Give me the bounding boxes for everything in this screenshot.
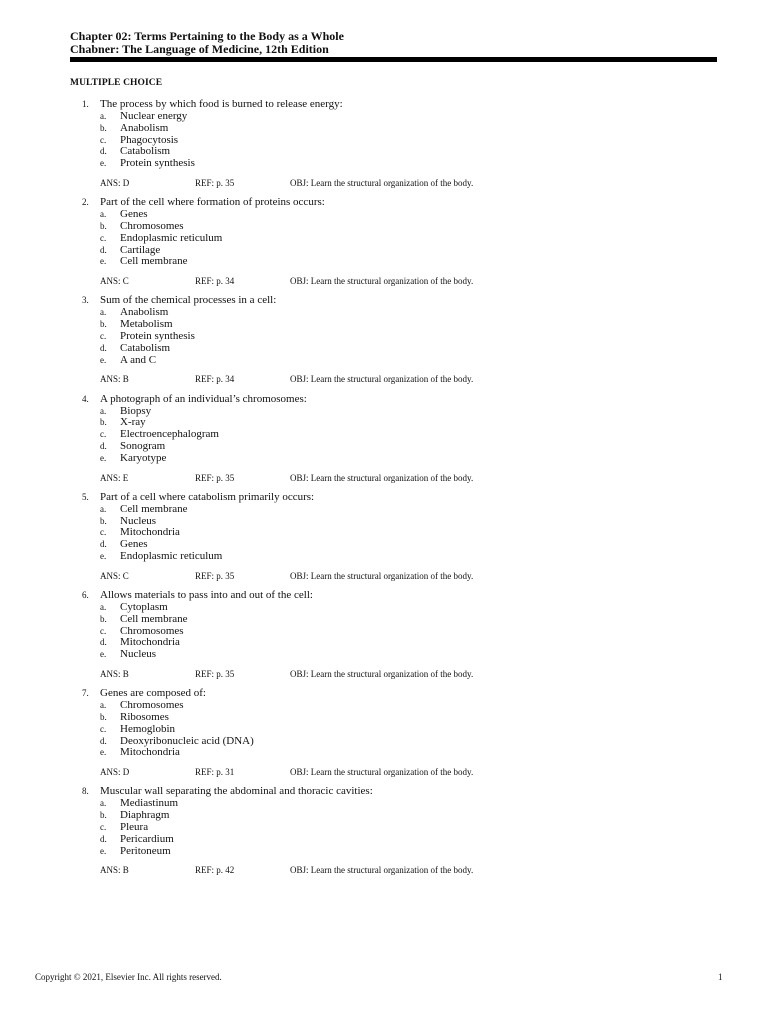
answer-key: ANS: D — [100, 178, 130, 188]
question-number: 6. — [82, 589, 89, 600]
option-letter: b. — [100, 810, 107, 821]
question-item — [0, 687, 768, 785]
option-letter: a. — [100, 503, 107, 514]
option-letter: b. — [100, 417, 107, 428]
copyright-notice: Copyright © 2021, Elsevier Inc. All rights reserved. — [35, 972, 222, 982]
question-item — [0, 98, 768, 196]
option-letter: b. — [100, 711, 107, 722]
question-item — [0, 393, 768, 491]
option-text: Electroencephalogram — [120, 428, 219, 441]
option-letter: e. — [100, 747, 107, 758]
page-reference: REF: p. 35 — [195, 178, 235, 188]
option-text: Cartilage — [120, 243, 161, 256]
option-letter: e. — [100, 256, 107, 267]
option-text: Pericardium — [120, 832, 174, 845]
option-text: Peritoneum — [120, 844, 171, 857]
option-text: Cell membrane — [120, 612, 188, 625]
option-text: Anabolism — [120, 121, 169, 134]
question-item — [0, 589, 768, 687]
answer-key: ANS: E — [100, 472, 129, 483]
question-text: Allows materials to pass into and out of the cell: — [100, 588, 313, 601]
question-item — [0, 785, 768, 883]
page-reference: REF: p. 42 — [195, 865, 235, 876]
learning-objective: OBJ: Learn the structural organization of the body. — [290, 767, 474, 778]
question-number: 7. — [82, 688, 89, 699]
option-text: Hemoglobin — [120, 722, 175, 735]
option-text: Mitochondria — [120, 636, 180, 649]
section-title: MULTIPLE CHOICE — [70, 78, 163, 88]
question-number: 8. — [82, 786, 89, 797]
option-text: Phagocytosis — [120, 133, 179, 146]
answer-key: ANS: C — [100, 570, 129, 581]
question-number: 5. — [82, 491, 89, 502]
option-letter: b. — [100, 515, 107, 526]
question-text: Sum of the chemical processes in a cell: — [100, 294, 277, 307]
option-letter: b. — [100, 613, 107, 624]
option-text: Endoplasmic reticulum — [120, 231, 223, 244]
option-text: Cell membrane — [120, 255, 188, 268]
option-text: Genes — [120, 538, 148, 551]
option-text: Ribosomes — [120, 710, 169, 723]
learning-objective: OBJ: Learn the structural organization of the body. — [290, 374, 474, 385]
question-item — [0, 294, 768, 392]
page-reference: REF: p. 34 — [195, 276, 235, 287]
book-title: Chabner: The Language of Medicine, 12th Edition — [70, 41, 329, 56]
option-text: Chromosomes — [120, 699, 184, 712]
option-letter: e. — [100, 354, 107, 365]
option-letter: c. — [100, 232, 107, 243]
option-letter: d. — [100, 637, 107, 648]
option-letter: a. — [100, 111, 107, 121]
question-number: 4. — [82, 393, 89, 404]
answer-key: ANS: B — [100, 374, 129, 385]
option-text: Chromosomes — [120, 624, 184, 637]
answer-key: ANS: D — [100, 767, 130, 778]
option-letter: a. — [100, 700, 107, 711]
option-letter: a. — [100, 798, 107, 809]
option-text: Diaphragm — [120, 809, 170, 822]
option-letter: a. — [100, 209, 107, 220]
option-text: Chromosomes — [120, 219, 184, 232]
learning-objective: OBJ: Learn the structural organization of the body. — [290, 668, 474, 679]
page-reference: REF: p. 35 — [195, 472, 235, 483]
option-letter: d. — [100, 244, 107, 255]
option-letter: d. — [100, 833, 107, 844]
answer-key: ANS: B — [100, 668, 129, 679]
option-letter: a. — [100, 307, 107, 318]
question-number: 3. — [82, 295, 89, 306]
option-text: Karyotype — [120, 451, 167, 464]
option-letter: c. — [100, 429, 107, 440]
option-text: Genes — [120, 208, 148, 221]
option-text: Sonogram — [120, 439, 166, 452]
page-reference: REF: p. 34 — [195, 374, 235, 385]
option-text: Nuclear energy — [120, 110, 188, 122]
option-letter: b. — [100, 122, 107, 133]
question-text: The process by which food is burned to release energy: — [100, 98, 343, 110]
option-text: Biopsy — [120, 404, 152, 417]
option-text: Protein synthesis — [120, 329, 195, 342]
option-text: Cell membrane — [120, 502, 188, 515]
learning-objective: OBJ: Learn the structural organization of the body. — [290, 472, 474, 483]
document-header — [70, 30, 344, 55]
chapter-title: Chapter 02: Terms Pertaining to the Body as a Whole — [70, 29, 344, 43]
option-letter: a. — [100, 601, 107, 612]
question-text: Genes are composed of: — [100, 687, 206, 700]
option-text: Mitochondria — [120, 526, 180, 539]
option-text: Mitochondria — [120, 746, 180, 759]
learning-objective: OBJ: Learn the structural organization of the body. — [290, 570, 474, 581]
option-text: Nucleus — [120, 514, 157, 527]
option-letter: d. — [100, 440, 107, 451]
header-rule — [70, 57, 717, 62]
learning-objective: OBJ: Learn the structural organization of the body. — [290, 276, 474, 287]
option-text: Mediastinum — [120, 797, 179, 810]
option-text: Anabolism — [120, 306, 169, 319]
question-text: A photograph of an individual’s chromosomes: — [100, 392, 307, 405]
question-text: Part of the cell where formation of proteins occurs: — [100, 196, 325, 209]
question-number: 2. — [82, 197, 89, 208]
option-text: X-ray — [120, 416, 146, 429]
question-item — [0, 491, 768, 589]
answer-key: ANS: B — [100, 865, 129, 876]
option-letter: b. — [100, 220, 107, 231]
option-letter: c. — [100, 723, 107, 734]
question-list — [0, 98, 768, 884]
option-text: Pleura — [120, 820, 149, 833]
option-letter: a. — [100, 405, 107, 416]
question-item — [0, 196, 768, 294]
page-reference: REF: p. 35 — [195, 668, 235, 679]
option-text: Cytoplasm — [120, 600, 168, 613]
option-letter: c. — [100, 134, 107, 145]
option-letter: c. — [100, 330, 107, 341]
option-letter: e. — [100, 452, 107, 463]
option-letter: d. — [100, 539, 107, 550]
question-number: 1. — [82, 99, 89, 109]
option-letter: d. — [100, 146, 107, 157]
question-text: Muscular wall separating the abdominal and thoracic cavities: — [100, 785, 373, 798]
option-text: Catabolism — [120, 341, 171, 354]
option-text: Catabolism — [120, 145, 171, 158]
option-letter: d. — [100, 735, 107, 746]
option-text: Endoplasmic reticulum — [120, 549, 223, 562]
learning-objective: OBJ: Learn the structural organization of the body. — [290, 865, 474, 876]
option-letter: e. — [100, 158, 107, 169]
answer-key: ANS: C — [100, 276, 129, 287]
page-reference: REF: p. 35 — [195, 570, 235, 581]
option-letter: d. — [100, 342, 107, 353]
option-letter: c. — [100, 821, 107, 832]
option-letter: c. — [100, 527, 107, 538]
option-text: Nucleus — [120, 648, 157, 661]
page-reference: REF: p. 31 — [195, 767, 235, 778]
option-letter: e. — [100, 845, 107, 856]
option-letter: e. — [100, 550, 107, 561]
option-text: Protein synthesis — [120, 157, 195, 170]
option-letter: e. — [100, 649, 107, 660]
question-text: Part of a cell where catabolism primarily occurs: — [100, 490, 315, 503]
learning-objective: OBJ: Learn the structural organization of the body. — [290, 178, 474, 188]
option-text: Deoxyribonucleic acid (DNA) — [120, 734, 254, 747]
option-text: A and C — [120, 353, 157, 366]
page-number: 1 — [718, 972, 723, 982]
option-text: Metabolism — [120, 318, 173, 331]
option-letter: b. — [100, 319, 107, 330]
option-letter: c. — [100, 625, 107, 636]
